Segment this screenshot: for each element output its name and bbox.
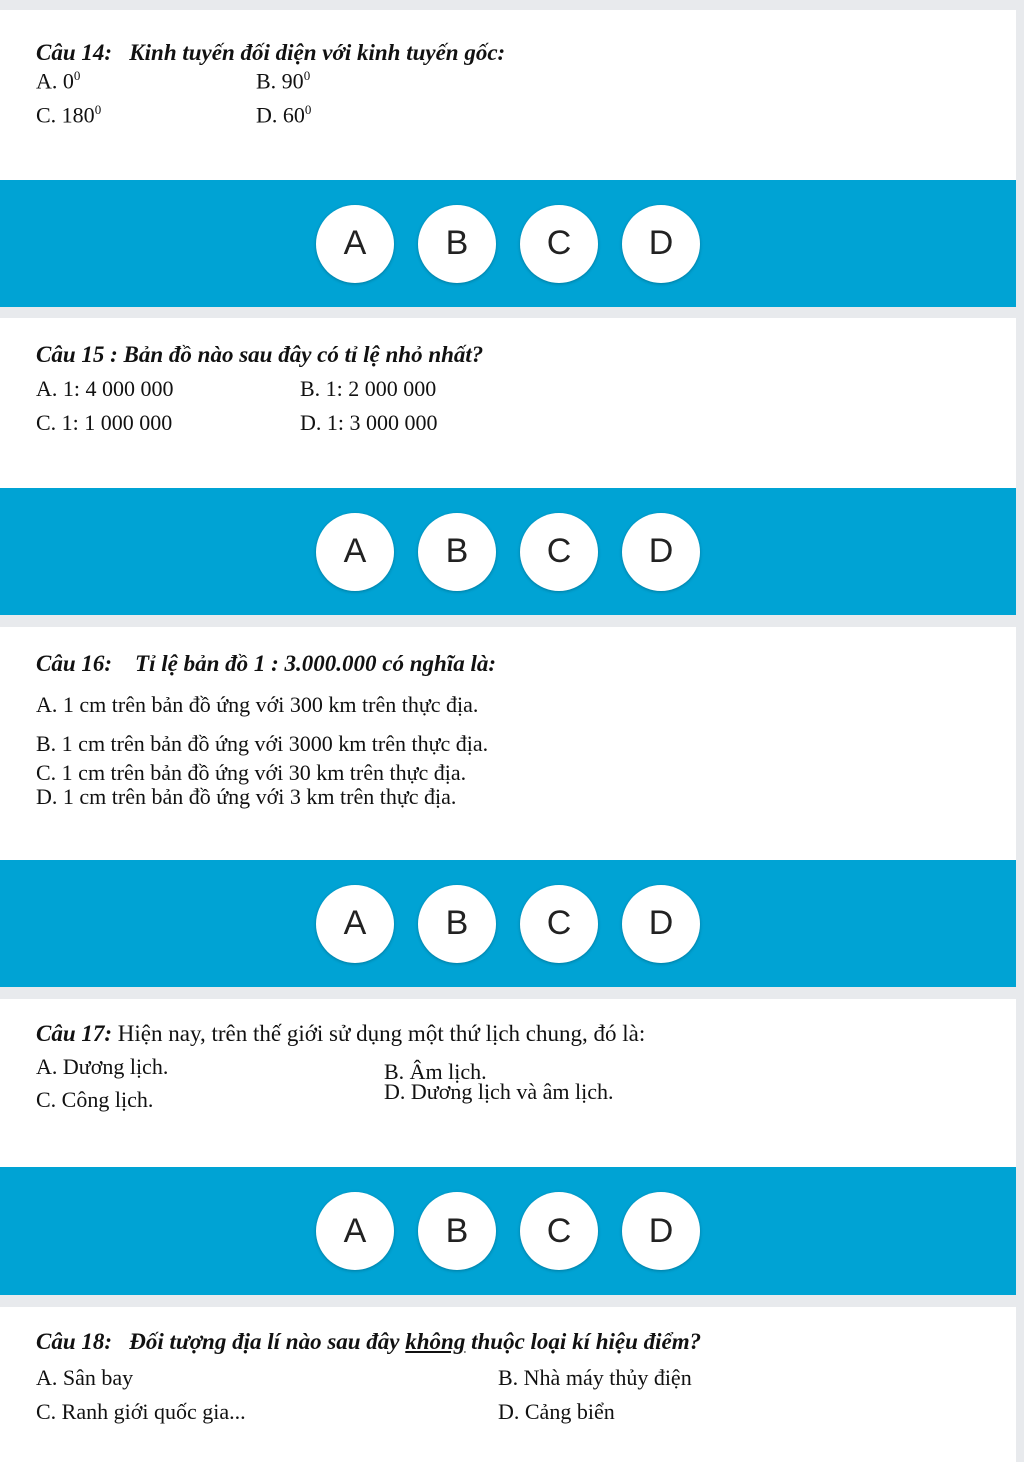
choice-d-button[interactable]: D	[622, 205, 700, 283]
choice-a-button[interactable]: A	[316, 1192, 394, 1270]
question-15-option-d: D. 1: 3 000 000	[300, 410, 438, 435]
choice-a-button[interactable]: A	[316, 885, 394, 963]
question-18-option-a: A. Sân bay	[36, 1365, 134, 1390]
question-17-title	[36, 1021, 645, 1047]
question-16-option-c: C. 1 cm trên bản đồ ứng với 30 km trên thực địa.	[36, 760, 467, 785]
question-16-option-b: B. 1 cm trên bản đồ ứng với 3000 km trên thực địa.	[36, 731, 489, 756]
question-16-card	[0, 627, 1016, 860]
question-17-card	[0, 999, 1016, 1167]
question-14-card	[0, 10, 1016, 180]
question-18-option-d: D. Cảng biển	[498, 1399, 615, 1424]
question-15-option-a: A. 1: 4 000 000	[36, 376, 174, 401]
choice-a-button[interactable]: A	[316, 205, 394, 283]
question-14-text: Kinh tuyến đối diện với kinh tuyến gốc:	[129, 40, 506, 65]
question-14-option-b: B. $90^0$	[256, 68, 311, 94]
choice-d-button[interactable]: D	[622, 885, 700, 963]
question-14-option-d: D. $60^0$	[256, 102, 312, 128]
answer-bar-17	[0, 1167, 1016, 1295]
choice-c-button[interactable]: C	[520, 1192, 598, 1270]
question-17-option-b: B. Âm lịch.	[384, 1059, 487, 1084]
question-16-number: Câu 16:	[36, 651, 113, 676]
question-16-option-d: D. 1 cm trên bản đồ ứng với 3 km trên thực địa.	[36, 784, 457, 809]
question-17-option-a: A. Dương lịch.	[36, 1054, 169, 1079]
choice-b-button[interactable]: B	[418, 205, 496, 283]
question-16-text: Tỉ lệ bản đồ 1 : 3.000.000 có nghĩa là:	[135, 651, 497, 676]
question-15-option-b: B. 1: 2 000 000	[300, 376, 437, 401]
question-18-number: Câu 18:	[36, 1329, 113, 1354]
question-18-text-underlined: không	[405, 1329, 466, 1354]
question-14-title	[36, 40, 505, 66]
question-17-number: Câu 17:	[36, 1021, 113, 1046]
choice-d-button[interactable]: D	[622, 1192, 700, 1270]
answer-bar-16	[0, 860, 1016, 987]
question-18-option-b: B. Nhà máy thủy điện	[498, 1365, 692, 1390]
question-16-title	[36, 651, 496, 677]
question-18-text-after: thuộc loại kí hiệu điểm?	[465, 1329, 702, 1354]
choice-c-button[interactable]: C	[520, 513, 598, 591]
question-14-number: Câu 14:	[36, 40, 113, 65]
question-17-option-c: C. Công lịch.	[36, 1087, 154, 1112]
question-14-option-c: C. $180^0$	[36, 102, 102, 128]
question-17-text: Hiện nay, trên thế giới sử dụng một thứ lịch chung, đó là:	[117, 1021, 646, 1046]
question-14-option-a: A. $0^0$	[36, 68, 81, 94]
choice-b-button[interactable]: B	[418, 885, 496, 963]
choice-b-button[interactable]: B	[418, 1192, 496, 1270]
choice-c-button[interactable]: C	[520, 885, 598, 963]
question-18-text-before: Đối tượng địa lí nào sau đây	[129, 1329, 406, 1354]
choice-d-button[interactable]: D	[622, 513, 700, 591]
choice-a-button[interactable]: A	[316, 513, 394, 591]
question-18-title	[36, 1329, 701, 1355]
question-15-card	[0, 318, 1016, 488]
question-18-card	[0, 1307, 1016, 1462]
answer-bar-15	[0, 488, 1016, 615]
choice-c-button[interactable]: C	[520, 205, 598, 283]
answer-bar-14	[0, 180, 1016, 307]
question-17-option-d: D. Dương lịch và âm lịch.	[384, 1079, 614, 1104]
question-15-title: Câu 15 : Bản đồ nào sau đây có tỉ lệ nhỏ nhất?	[36, 342, 484, 367]
question-18-option-c: C. Ranh giới quốc gia...	[36, 1399, 246, 1424]
question-15-option-c: C. 1: 1 000 000	[36, 410, 173, 435]
question-16-option-a: A. 1 cm trên bản đồ ứng với 300 km trên thực địa.	[36, 692, 479, 717]
choice-b-button[interactable]: B	[418, 513, 496, 591]
